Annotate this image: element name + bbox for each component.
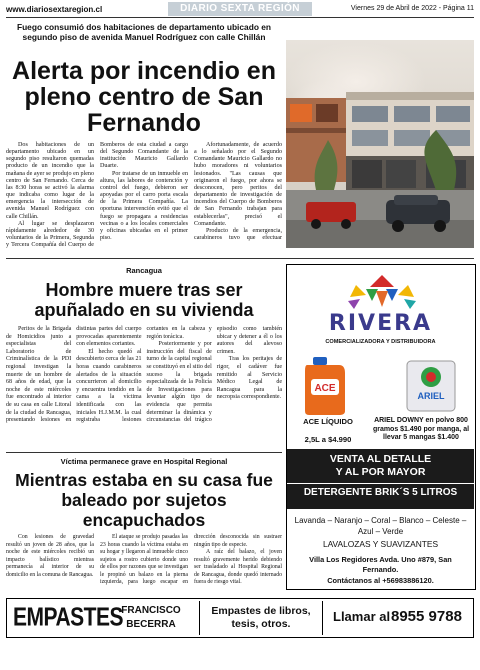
softeners-line: LAVALOZAS Y SUAVIZANTES xyxy=(322,539,439,549)
story2-paragraph: El hecho quedó al descubierto cerca de las 21 horas cuando carabineros alertados de la situación concurrieron al domicilio y encuentra tendido en la cama a la víctima identificada con las iniciales H.J.M.M. la cual registraba lesiones cortantes en la cabeza y región torácica. xyxy=(76,326,212,424)
story1-paragraph: Dos habitaciones de un departamento ubicado en un segundo piso resultaron quemadas producto de un incendio que la mañana de ayer se produjo en pleno centro de San Fernando. Cerca de las 8:30 horas se activó la alarma que indicaba como lugar de la emergencia la intersección de avenida Manuel Rodríguez con calle Chillán. xyxy=(6,142,94,220)
provider-last-name: BECERRA xyxy=(126,619,176,630)
story2-body xyxy=(6,326,282,448)
story1-headline: Alerta por incendio en pleno centro de San Fernando xyxy=(12,57,276,137)
story1-body xyxy=(6,142,282,252)
story1-paragraph: Al lugar se desplazaron rápidamente alrededor de 30 voluntarios de la Primera, Segunda y Tercera Compañía del Cuerpo de Bomberos de esta ciudad a cargo del Segundo Comandante de la institución Mauricio Gallardo Duarte. xyxy=(6,142,188,249)
provider-first-name: FRANCISCO xyxy=(121,605,181,616)
story1-paragraph: Afortunadamente, de acuerdo a lo señalado por el Segundo Comandante Mauricio Gallardo no hubo moradores ni voluntarios lesionados. "Las causas que originaron el fuego, por ahora se desconocen, pero peritos del departamento de investigación de incendios del Cuerpo de Bomberos de San Fernando trabajan para establecerlas", precisó el Comandante. xyxy=(194,142,282,227)
rivera-advertisement xyxy=(286,264,476,590)
call-label: Llamar al xyxy=(333,609,391,624)
story3-kicker: Víctima permanece grave en Hospital Regional xyxy=(60,457,228,466)
ace-product-name: ACE LÍQUIDO xyxy=(303,417,353,426)
store-contact: Contáctanos al +56983886120. xyxy=(327,576,434,585)
scent-list: Lavanda – Naranjo – Coral – Blanco – Celeste – Azul – Verde xyxy=(294,516,467,536)
empastes-word: EMPASTES xyxy=(13,603,123,632)
banner-line-1: VENTA AL DETALLE xyxy=(329,453,432,465)
story3-paragraph: A raíz del balazo, el joven resultó gravemente herido debiendo ser trasladado al Hospital Regional de Rancagua, donde quedó internado fuera de riesgo vital. xyxy=(194,549,282,585)
ariel-pack-label: ARIEL xyxy=(417,391,445,401)
rivera-logo-icon xyxy=(342,273,422,311)
story3-paragraph: El ataque se produjo pasadas las 23 horas cuando la víctima estaba en su hogar y llegaron al inmueble cinco sujetos a rostro cubierto donde uno de ellos por razones que se investigan le propinó un balazo en la pierna izquierda, para luego escapar en dirección desconocida sin sustraer ningún tipo de especie. xyxy=(100,534,282,585)
phone-number: 8955 9788 xyxy=(391,608,462,625)
story1-paragraph: Producto de la emergencia, carabineros tuvo que efectuar xyxy=(194,227,282,242)
ariel-bag-icon xyxy=(405,359,457,413)
fire-photo-image xyxy=(286,40,474,248)
section-rule xyxy=(6,452,282,453)
story2-paragraph: Tras los peritajes de rigor, el cadáver fue remitido al Servicio Médico Legal de Rancagua para la necropsia correspondiente. xyxy=(216,356,282,401)
rivera-brand: RIVERA xyxy=(328,311,433,336)
banner-line-3: DETERGENTE BRIK´S 5 LITROS xyxy=(287,483,474,500)
story3-body xyxy=(6,534,282,596)
ariel-product-text: ARIEL DOWNY en polvo 800 gramos $1.490 por manga, al llevar 5 mangas $1.400 xyxy=(372,417,470,442)
empastes-advertisement xyxy=(6,598,474,638)
rivera-tagline: COMERCIALIZADORA Y DISTRIBUIDORA xyxy=(325,339,436,345)
section-rule xyxy=(6,258,474,259)
ace-bottle-icon xyxy=(303,357,347,415)
wholesale-banner xyxy=(287,449,474,509)
story2-paragraph: Posteriormente y por instrucción del fiscal de turno de la capital regional se constituyó en el sitio del suceso la brigada especializada de la Policía de Investigaciones para levantar algún tipo de evidencia que permita determinar la dinámica y circunstancias del trágico episodio como también ubicar y detener a él o los autores del alevoso crimen. xyxy=(146,326,282,424)
header-rule xyxy=(6,17,474,18)
story3-headline: Mientras estaba en su casa fue baleado por sujetos encapuchados xyxy=(15,470,273,530)
site-url: www.diariosextaregion.cl xyxy=(6,5,103,14)
service-description: Empastes de libros, tesis, otros. xyxy=(199,601,323,635)
story1-kicker: Fuego consumió dos habitaciones de departamento ubicado en segundo piso de avenida Manuel Rodríguez con calle Chillán xyxy=(16,22,272,42)
story2-kicker: Rancagua xyxy=(126,266,162,275)
ace-product-price: 2,5L a $4.990 xyxy=(304,435,352,444)
fire-photo xyxy=(286,40,474,248)
story3-paragraph: Con lesiones de gravedad resultó un joven de 28 años, que la noche de este miércoles recibió un impacto balístico mientras permanecía al interior de su domicilio en la comuna de Rancagua. xyxy=(6,534,94,578)
story2-headline: Hombre muere tras ser apuñalado en su vivienda xyxy=(34,280,254,320)
store-address: Villa Los Regidores Avda. Uno #879, San Fernando. xyxy=(309,555,452,574)
story2-paragraph: Peritos de la Brigada de Homicidios junto a especialistas del Laboratorio de Criminalística de la PDI regional investigan la muerte de un hombre de 68 años de edad, que la noche de este miércoles fue encontrado al interior de su casa en calle Litoral de la ciudad de Rancagua, presentando lesiones en distintas partes del cuerpo provocadas aparentemente con elementos cortantes. xyxy=(6,326,142,424)
masthead: DIARIO SEXTA REGIÓN xyxy=(168,2,312,16)
banner-line-2: Y AL POR MAYOR xyxy=(335,466,426,478)
story1-paragraph: Por tratarse de un inmueble en altura, las labores de contención y control del fuego, debieron ser apoyadas por el carro porta escala de la Primera Compañía. La oportuna intervención evitó que el fuego se propagara a residencias vecinas o a los locales comerciales y oficinas ubicadas en el primer piso. xyxy=(100,170,188,242)
ace-pack-label: ACE xyxy=(314,383,336,394)
dateline: Viernes 29 de Abril de 2022 - Página 11 xyxy=(350,5,474,12)
